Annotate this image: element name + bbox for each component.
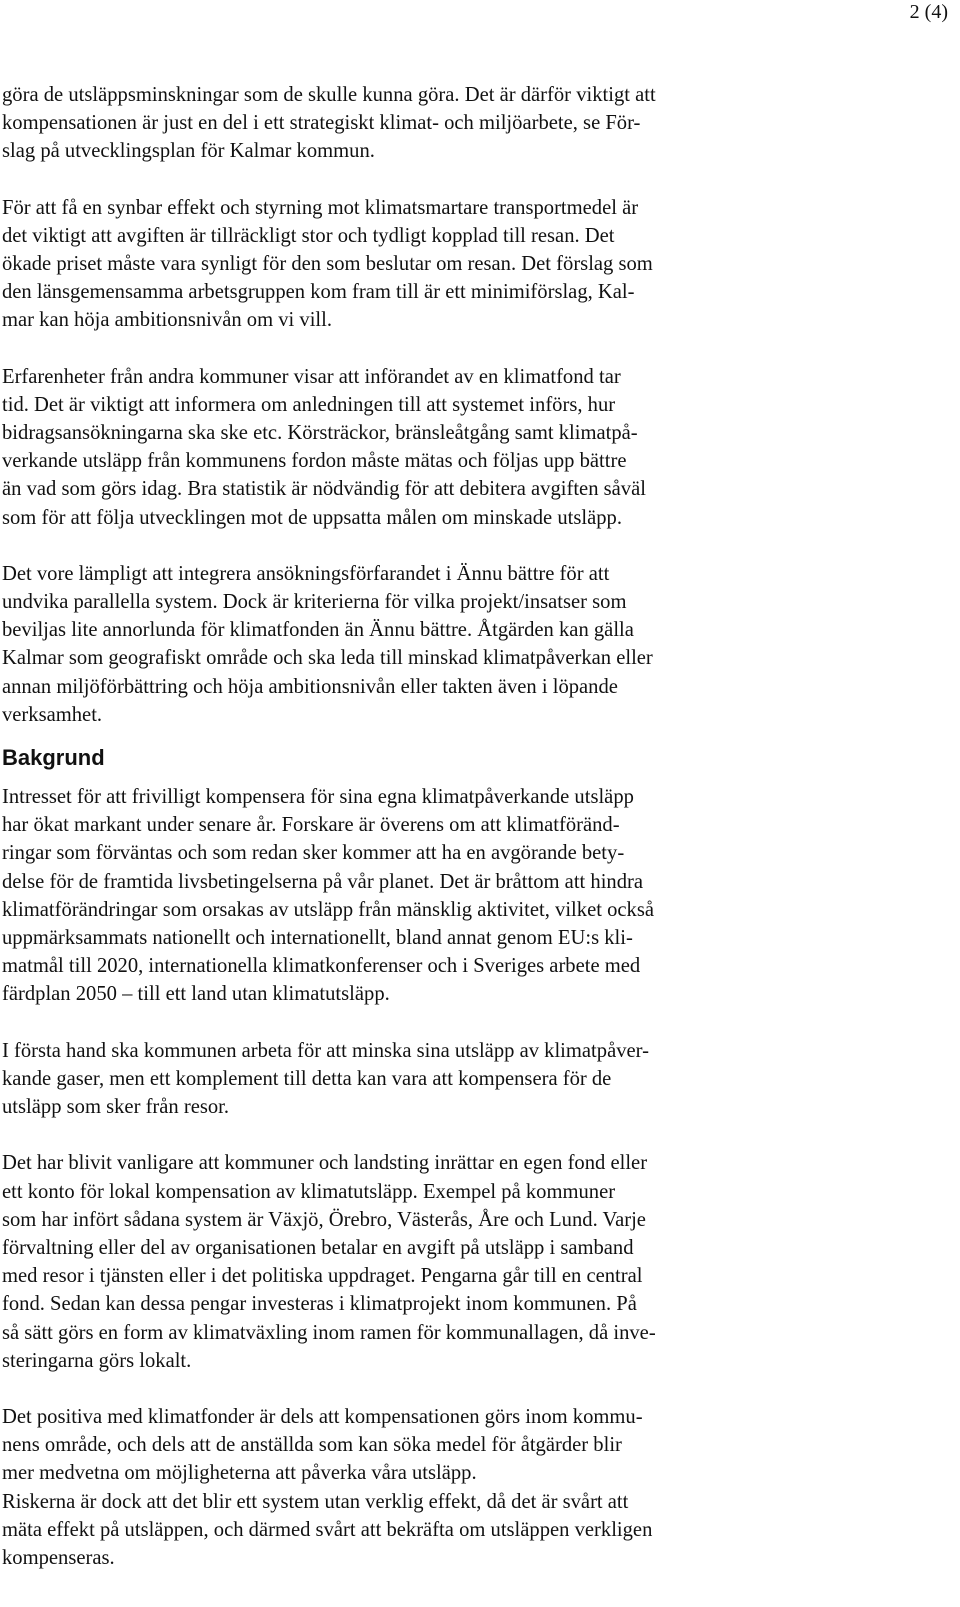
paragraph-background-risks: Riskerna är dock att det blir ett system utan verklig effekt, då det är svårt att mäta effekt på utsläppen, och därmed svårt att bekräfta om utsläppen verkligen kompenseras. [2, 1490, 653, 1569]
paragraph-background-priority: I första hand ska kommunen arbeta för att minska sina utsläpp av klimatpåver- kande gaser, men ett komplement till detta kan vara att kompensera för de utsläpp som sker från resor. [2, 1039, 649, 1119]
paragraph-experiences: Erfarenheter från andra kommuner visar att införandet av en klimatfond tar tid. Det är viktigt att informera om anledningen till att systemet införs, hur bidragsansökningarna ska ske etc. Körsträckor, bränsleåtgång samt klimatpå- verkande utsläpp från kommunens fordon måste mätas och följas upp bättre än vad som görs idag. Bra statistik är nödvändig för att debitera avgiften såväl som för att följa utvecklingen mot de uppsatta målen om minskade utsläpp. [2, 365, 646, 529]
paragraph-background-positive: Det positiva med klimatfonder är dels att kompensationen görs inom kommu- nens område, och dels att de anställda som kan söka medel för åtgärder blir mer medvetna om möjligheterna att påverka våra utsläpp. [2, 1405, 643, 1485]
paragraph-spacer [2, 166, 782, 194]
page-number: 2 (4) [909, 1, 948, 23]
paragraph-integration: Det vore lämpligt att integrera ansökningsförfarandet i Ännu bättre för att undvika parallella system. Dock är kriterierna för vilka projekt/insatser som beviljas lite annorlunda för klimatfonden än Ännu bättre. Åtgärden kan gälla Kalmar som geografiskt område och ska leda till minskad klimatpåverkan eller annan miljöförbättring och höja ambitionsnivån eller takten även i löpande verksamhet. [2, 562, 653, 726]
paragraph-continuation: göra de utsläppsminskningar som de skulle kunna göra. Det är därför viktigt att kompensationen är just en del i ett strategiskt klimat- och miljöarbete, se För- slag på utvecklingsplan för Kalmar kommun. [2, 84, 656, 163]
paragraph-spacer [2, 532, 782, 560]
document-body [2, 81, 782, 1572]
paragraph-spacer [2, 1375, 782, 1403]
paragraph-fee-effect: För att få en synbar effekt och styrning mot klimatsmartare transportmedel är det viktigt att avgiften är tillräckligt stor och tydligt kopplad till resan. Det ökade priset måste vara synligt för den som beslutar om resan. Det förslag som den länsgemensamma arbetsgruppen kom fram till är ett minimiförslag, Kal- mar kan höja ambitionsnivån om vi vill. [2, 196, 653, 332]
section-heading-bakgrund: Bakgrund [2, 745, 105, 771]
paragraph-spacer [2, 335, 782, 363]
paragraph-spacer [2, 1121, 782, 1149]
paragraph-spacer [2, 1009, 782, 1037]
paragraph-background-funds: Det har blivit vanligare att kommuner och landsting inrättar en egen fond eller ett konto för lokal kompensation av klimatutsläpp. Exempel på kommuner som har infört sådana system är Växjö, Örebro, Västerås, Åre och Lund. Varje förvaltning eller del av organisationen betalar en avgift på utsläpp i samband med resor i tjänsten eller i det politiska uppdraget. Pengarna går till en central fond. Sedan kan dessa pengar investeras i klimatprojekt inom kommunen. På så sätt görs en form av klimatväxling inom ramen för kommunallagen, då inve- steringarna görs lokalt. [2, 1152, 656, 1372]
paragraph-background-interest: Intresset för att frivilligt kompensera för sina egna klimatpåverkande utsläpp har ökat markant under senare år. Forskare är överens om att klimatföränd- ringar som förväntas och som redan sker kommer att ha en avgörande bety- delse för de framtida livsbetingelserna på vår planet. Det är bråttom att hindra klimatförändringar som orsakas av utsläpp från mänsklig aktivitet, vilket också uppmärksammats nationellt och internationellt, bland annat genom EU:s kli- matmål till 2020, internationella klimatkonferenser och i Sveriges arbete med färdplan 2050 – till ett land utan klimatutsläpp. [2, 786, 654, 1006]
